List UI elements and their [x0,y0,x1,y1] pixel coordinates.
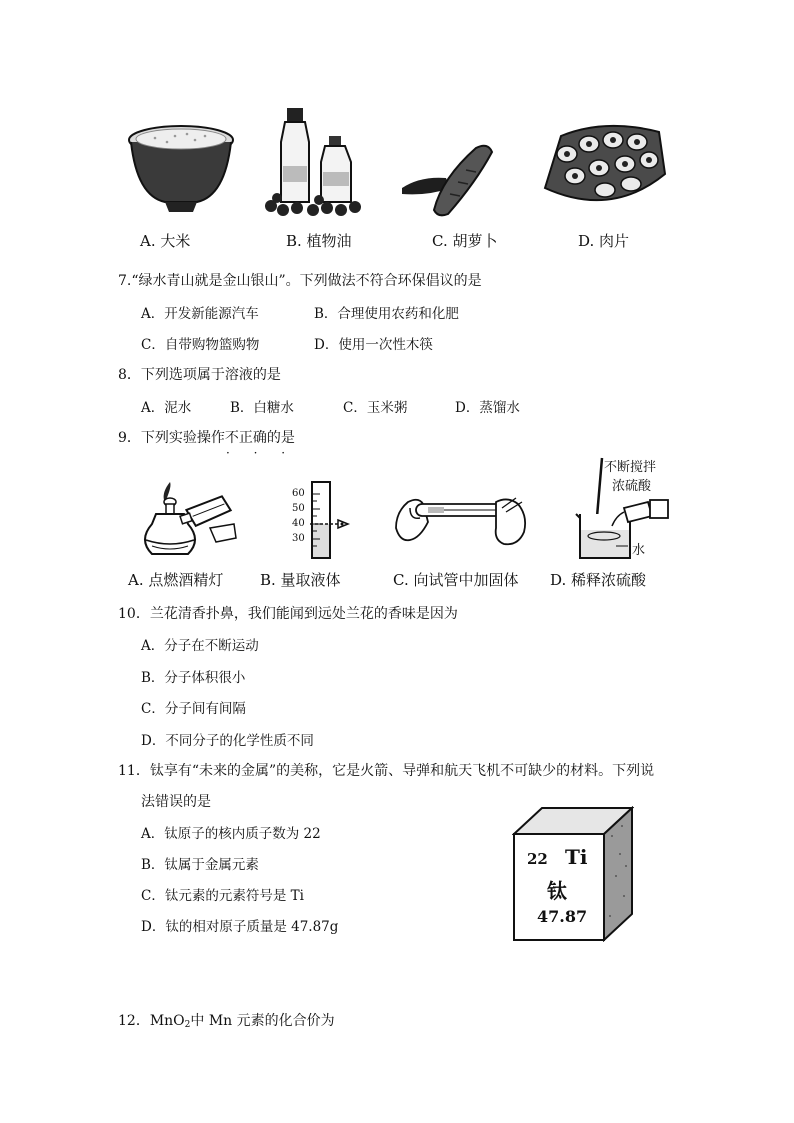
q9-option-b-caption: B. 量取液体 [260,571,341,589]
q11-stem-line2: 法错误的是 [141,794,211,810]
element-symbol: Ti [565,845,588,869]
option-c-caption-carrot: C. 胡萝卜 [432,232,498,250]
element-atomic-mass: 47.87 [537,907,588,926]
q9-emphasis-dots: · · · [226,446,296,460]
q7-option-c: C．自带购物篮购物 [141,337,260,353]
q10-stem: 10．兰花清香扑鼻，我们能闻到远处兰花的香味是因为 [118,606,458,622]
q11-option-b: B．钛属于金属元素 [141,857,259,873]
q9-option-c-caption: C. 向试管中加固体 [393,571,519,589]
cylinder-tick-30: 30 [292,533,305,544]
q7-option-d: D．使用一次性木筷 [314,337,433,353]
q11-stem-line1: 11．钛享有“未来的金属”的美称，它是火箭、导弹和航天飞机不可缺少的材料。下列说 [118,763,655,779]
alcohol-lamp-figure [126,482,238,564]
test-tube-figure [392,488,532,554]
q8-stem: 8．下列选项属于溶液的是 [118,367,281,383]
element-atomic-number: 22 [527,850,548,868]
q9-option-d-caption: D. 稀释浓硫酸 [550,571,647,589]
cylinder-tick-40: 40 [292,518,305,529]
q7-option-b: B．合理使用农药和化肥 [314,306,459,322]
label-water: 水 [632,543,646,558]
q7-stem: 7.“绿水青山就是金山银山”。下列做法不符合环保倡议的是 [118,273,482,289]
meat-slices-image [541,114,669,218]
q12-prefix: 12．MnO [118,1013,185,1029]
q12-suffix: 中 Mn 元素的化合价为 [190,1013,335,1029]
q11-option-c: C．钛元素的元素符号是 Ti [141,888,304,904]
q11-option-d: D．钛的相对原子质量是 47.87g [141,919,339,935]
option-a-caption-rice: A. 大米 [140,232,191,250]
q9-stem: 9．下列实验操作不正确的是 [118,430,295,446]
q10-option-c: C．分子间有间隔 [141,701,246,717]
q9-option-a-caption: A. 点燃酒精灯 [128,571,224,589]
q8-option-b: B．白糖水 [230,400,294,416]
label-stir-continuously: 不断搅拌 [604,460,657,475]
q10-option-a: A．分子在不断运动 [141,638,259,654]
option-b-caption-oil: B. 植物油 [286,232,352,250]
option-d-caption-meat: D. 肉片 [578,232,630,250]
q10-option-d: D．不同分子的化学性质不同 [141,733,314,749]
carrot-image [400,138,500,218]
vegetable-oil-image [263,106,363,218]
element-name: 钛 [547,879,567,903]
q8-option-a: A．泥水 [141,400,192,416]
q12-subscript: 2 [184,1020,191,1030]
q8-option-d: D．蒸馏水 [455,400,520,416]
rice-bowl-image [125,118,237,218]
cylinder-tick-50: 50 [292,503,305,514]
cylinder-tick-60: 60 [292,488,305,499]
label-concentrated-acid: 浓硫酸 [612,479,652,494]
q7-option-a: A．开发新能源汽车 [141,306,259,322]
q8-option-c: C．玉米粥 [343,400,408,416]
q11-option-a: A．钛原子的核内质子数为 22 [141,826,321,842]
q10-option-b: B．分子体积很小 [141,670,246,686]
q12-stem [118,1010,335,1030]
